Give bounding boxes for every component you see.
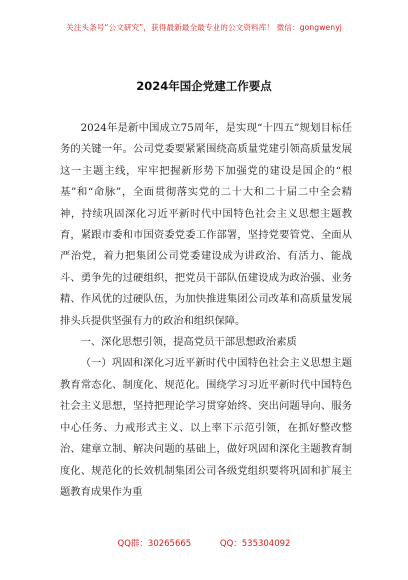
intro-paragraph: 2024年是新中国成立75周年，是实现“十四五”规划目标任务的关键一年。公司党委要紧紧围绕高质量党建引领高质量发展这一主题主线，牢牢把握新形势下加强党的建设是国企的“根基”和“命脉”，全面贯彻落实党的二十大和二十届二中全会精神，持续巩固深化习近平新时代中国特色社会主义思想主题教育，紧跟市委和市国资委党委工作部署，坚持党要管党、全面从严治党，着力把集团公司党委建设成为讲政治、有活力、能战斗、勇争先的过硬组织，把党员干部队伍建设成为政治强、业务精、作风优的过硬队伍，为加快推进集团公司改革和高质量发展排头兵提供坚强有力的政治和组织保障。 <box>60 122 352 327</box>
document-body <box>60 118 352 503</box>
qq-group: QQ群：30265665 <box>117 539 192 549</box>
footer-contact <box>0 537 408 549</box>
header-banner: 关注头条号“公文研究”，获得最新最全最专业的公文资料库！ 微信：gongwenyj <box>66 23 342 32</box>
qq-number: QQ：535304092 <box>219 539 291 549</box>
document-title: 2024年国企党建工作要点 <box>136 79 272 93</box>
section-heading: 一、深化思想引领，提高党员干部思想政治素质 <box>80 336 297 349</box>
section-paragraph: （一）巩固和深化习近平新时代中国特色社会主义思想主题教育常态化、制度化、规范化。围绕学习习近平新时代中国特色社会主义思想，坚持把理论学习贯穿始终、突出问题导向、服务中心任务、力戒形式主义、以上率下示范引领，在抓好整改整治、建章立制、解决问题的基础上，做好巩固和深化主题教育制度化、规范化的长效机制集团公司各级党组织要将巩固和扩展主题教育成果作为重 <box>60 357 352 498</box>
